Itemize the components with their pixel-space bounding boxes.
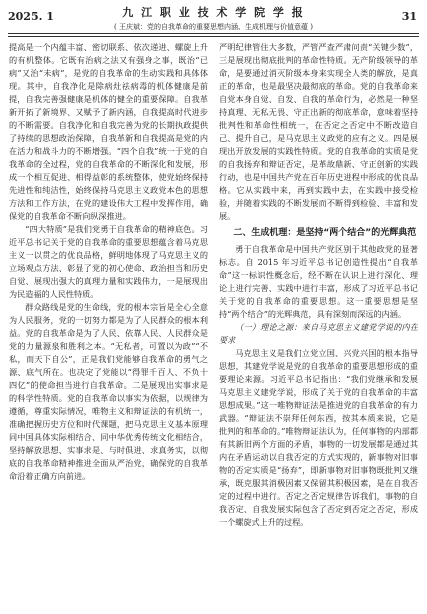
page-number: 31: [401, 10, 417, 23]
paragraph: 群众路线是党的生命线，党的根本宗旨是全心全意为人民服务，党的一切努力都是为了人民群众的根本利益。党的自我革命是为了人民、依靠人民、人民群众是党的力量源泉和胜利之本。“无私者，可置以为政”“不私，而天下自公”，正是我们党能够自我革命的勇气之源、底气所在。也决定了党能以“得罪千百人、不负十四亿”的使命担当进行自我革命。二是展现出实事求是的科学性特质。党的自我革命以事实为依据，以规律为遵循，尊重实际情况，唯物主义和辩证法的有机统一，准确把握历史方位和时代课题，把马克思主义基本原理同中国具体实际相结合、同中华优秀传统文化相结合，坚持解放思想、实事求是、与时俱进、求真务实，以彻底的自我革命精神推进全面从严治党，确保党的自我革命沿着正确方向前进。: [9, 302, 208, 481]
journal-title: 九 江 职 业 技 术 学 院 学 报: [122, 6, 305, 19]
section-heading: 二、生成机理：是坚持“两个结合”的光辉典范: [233, 228, 417, 238]
paragraph: 严明纪律管住大多数，严管严查严肃问责“关键少数”，三是展现出彻底批判的革命性特质。无产阶级领导的革命，是要通过消灭阶级本身来实现全人类的解放，是真正的革命，也是最坚决最彻底的革命。党的自我革命来自党本身自觉、自发、自我的革命行为，必然是一种坚持真理、无私无畏、守正出新的彻底革命，意味着坚持批判性和革命性相统一，在否定之否定中不断改造自己、提升自己，是马克思主义政党的应有之义。四是展现出开放发展的实践性特质。党的自我革命的实质是党的自我扬弃和辩证否定，是革故鼎新、守正创新的实践行动，也是中国共产党在百年历史进程中形成的优良品格。它从实践中来，再到实践中去，在实践中接受检验，并随着实践的不断发展而不断得到检验、丰富和发展。: [219, 42, 418, 221]
header-rule-thin: [8, 36, 419, 37]
running-title: ( 王庆斌：党的自我革命的重要思想内涵、生成机理与价值意蕴 ): [114, 23, 313, 31]
paragraph: 马克思主义是我们立党立国、兴党兴国的根本指导思想，其建党学说是党的自我革命的重要思想形成的重要理论来源。习近平总书记指出：“我们党继承和发展马克思主义建党学说，形成了关于党的自我革命的丰富思想成果。”这一唯物辩证法是推进党的自我革命的有力武器。“辩证法不崇拜任何东西，按其本质来说，它是批判的和革命的。”唯物辩证法认为，任何事物的内部都有其新旧两个方面的矛盾，事物的一切发展都是通过其内在矛盾运动以自我否定的方式实现的，新事物对旧事物的否定实质是“扬弃”，即新事物对旧事物既批判又继承，既克服其消极因素又保留其积极因素，是在自我否定的过程中进行。否定之否定规律告诉我们，事物的自我否定、自我发展实际包含了否定到否定之否定，形成一个螺旋式上升的过程。: [219, 348, 418, 527]
paragraph: 提高是一个内蕴丰富、密切联系、依次递进、螺旋上升的有机整体。它既有治病之法又有强身之事，既治“已病”又治“未病”，是党的自我革命的生动实践和具体体现。其中，自我净化是除病灶祛病毒的机体健康是前提，自我完善强健康是机体的健全的重要保障。自我革新开拓了新境界、又赋予了新内涵，自我提高时代进步的不断需要。自我净化和自我完善为党的长期执政提供了持续的思想政治保障，自我革新和自我提高是党的内在活力和战斗力的不断增强。“四个自我”统一于党的自我革命的全过程，党的自我革命的不断深化和发展，形成一个相互促进、相得益彰的系统整体，使党始终保持先进性和纯洁性，始终保持马克思主义政党本色的思想方法和工作方法，在党的建设伟大工程中发挥作用，确保党的自我革命不断向纵深推进。: [9, 42, 208, 221]
paragraph: “四大特质”是我们党勇于自我革命的精神底色。习近平总书记关于党的自我革命的重要思想蕴含着马克思主义一以贯之的优良品格，鲜明地体现了马克思主义的立场观点方法、彰显了党的初心使命、政治担当和历史自觉、展现出强大的真理力量和实践伟力，一是展现出为民造福的人民性特质。: [9, 224, 208, 299]
paragraph: 勇于自我革命是中国共产党区别于其他政党的显著标志。自 2015 年习近平总书记创造性提出“自我革命”这一标识性概念后，经不断在认识上进行深化、理论上进行完善、实践中进行丰富，形成了习近平总书记关于党的自我革命的重要思想。这一重要思想是坚持“两个结合”的光辉典范，具有深刻而深远的内涵。: [219, 244, 418, 319]
header-center: [0, 4, 427, 32]
right-column: [219, 41, 418, 609]
subsection-heading: （一）理论之源：来自马克思主义建党学说的内在要求: [219, 322, 418, 345]
issue-number: 2025. 1: [8, 10, 54, 23]
header-rule: [8, 33, 419, 34]
page-header: [0, 0, 427, 34]
left-column: [9, 41, 208, 609]
